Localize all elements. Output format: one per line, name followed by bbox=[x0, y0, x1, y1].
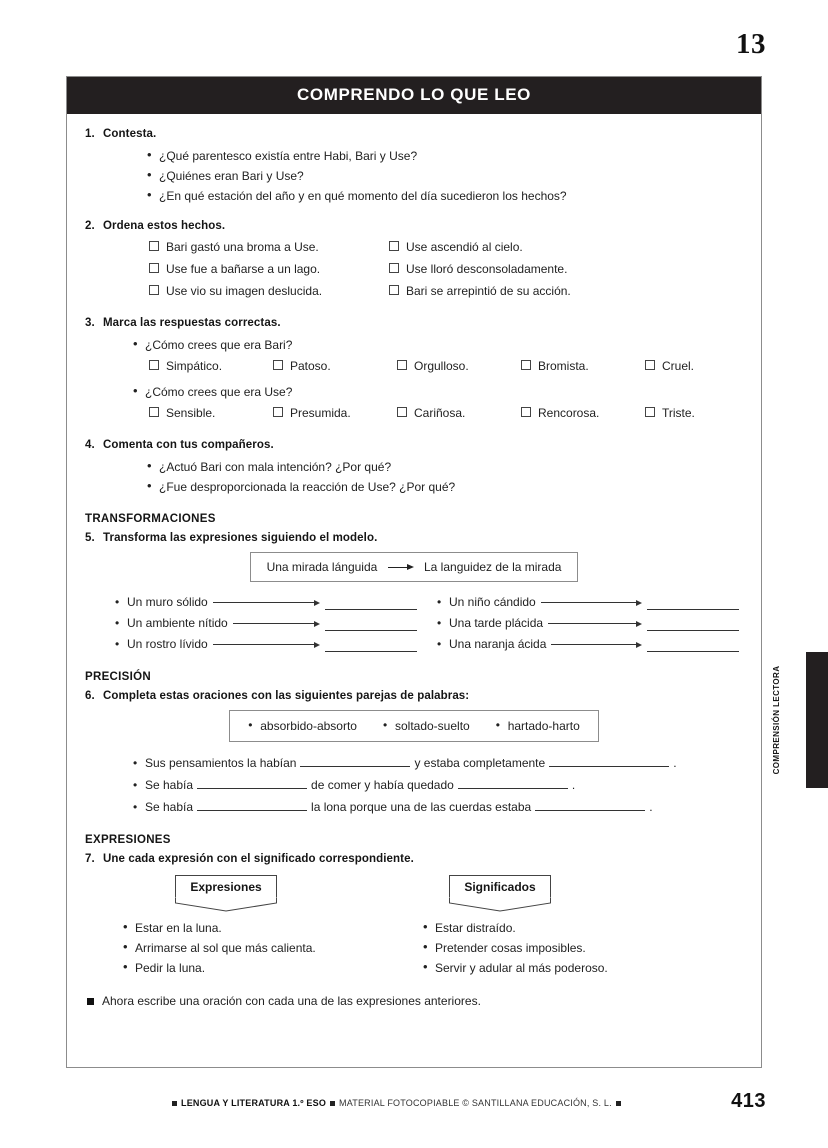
checkbox-icon[interactable] bbox=[397, 360, 407, 370]
transformation-row bbox=[435, 613, 739, 634]
exercise-6-word-bank-row bbox=[85, 710, 743, 742]
checkbox-option[interactable] bbox=[397, 404, 521, 423]
checkbox-option[interactable] bbox=[389, 238, 743, 257]
checkbox-label: Cariñosa. bbox=[414, 406, 466, 420]
checkbox-label: Triste. bbox=[662, 406, 695, 420]
list-item: • Estar en la luna. bbox=[121, 918, 421, 938]
square-bullet-icon bbox=[616, 1101, 621, 1106]
note-text: Ahora escribe una oración con cada una de las expresiones anteriores. bbox=[102, 994, 481, 1008]
list-item: • ¿En qué estación del año y en qué momento del día sucedieron los hechos? bbox=[145, 186, 743, 206]
exercise-3 bbox=[85, 317, 743, 423]
checkbox-label: Presumida. bbox=[290, 406, 351, 420]
exercise-3-heading bbox=[85, 317, 743, 329]
banner-notch-icon bbox=[175, 897, 277, 912]
checkbox-icon[interactable] bbox=[645, 360, 655, 370]
checkbox-label: Orgulloso. bbox=[414, 359, 469, 373]
transformation-label: • Un muro sólido bbox=[127, 595, 208, 609]
sentence-part: y estaba completamente bbox=[414, 756, 546, 770]
sentence-part: • Se había bbox=[145, 778, 194, 792]
checkbox-icon[interactable] bbox=[389, 285, 399, 295]
section-heading-transformaciones: TRANSFORMACIONES bbox=[85, 513, 216, 525]
list-item: • ¿Qué parentesco existía entre Habi, Bari y Use? bbox=[145, 146, 743, 166]
exercise-4-list bbox=[145, 457, 743, 497]
checkbox-label: Bromista. bbox=[538, 359, 589, 373]
checkbox-icon[interactable] bbox=[149, 407, 159, 417]
list-item: • Pedir la luna. bbox=[121, 958, 421, 978]
checkbox-icon[interactable] bbox=[389, 241, 399, 251]
exercise-7-heading bbox=[85, 853, 743, 865]
checkbox-icon[interactable] bbox=[149, 263, 159, 273]
checkbox-label: Rencorosa. bbox=[538, 406, 600, 420]
exercise-5 bbox=[85, 532, 743, 655]
word-bank-box bbox=[229, 710, 599, 742]
exercise-2-heading bbox=[85, 220, 743, 232]
exercise-4-title: Comenta con tus compañeros. bbox=[103, 439, 274, 451]
checkbox-option[interactable] bbox=[397, 357, 521, 376]
footer-credit bbox=[168, 1098, 625, 1108]
list-item: • Pretender cosas imposibles. bbox=[421, 938, 721, 958]
answer-blank[interactable] bbox=[458, 776, 568, 789]
checkbox-option[interactable] bbox=[521, 404, 645, 423]
checkbox-icon[interactable] bbox=[273, 407, 283, 417]
arrow-right-icon bbox=[551, 641, 642, 648]
exercise-6-heading bbox=[85, 690, 743, 702]
exercise-1-list bbox=[145, 146, 743, 206]
model-right-text: La languidez de la mirada bbox=[424, 560, 562, 574]
checkbox-icon[interactable] bbox=[645, 407, 655, 417]
checkbox-option[interactable] bbox=[149, 260, 389, 279]
exercise-2 bbox=[85, 220, 743, 301]
checkbox-label: Sensible. bbox=[166, 406, 216, 420]
sentence-end: . bbox=[649, 800, 653, 814]
exercise-4-heading bbox=[85, 439, 743, 451]
exercise-5-title: Transforma las expresiones siguiendo el modelo. bbox=[103, 532, 378, 544]
arrow-right-icon bbox=[541, 599, 642, 606]
model-example-box bbox=[250, 552, 579, 582]
exercise-4-number: 4. bbox=[85, 439, 95, 451]
word-bank-item: • hartado-harto bbox=[496, 719, 580, 733]
checkbox-option[interactable] bbox=[645, 357, 769, 376]
checkbox-option[interactable] bbox=[149, 282, 389, 301]
side-tab-label: COMPRENSIÓN LECTORA bbox=[772, 665, 781, 775]
list-item: • ¿Actuó Bari con mala intención? ¿Por qué? bbox=[145, 457, 743, 477]
checkbox-icon[interactable] bbox=[273, 360, 283, 370]
exercise-4 bbox=[85, 439, 743, 497]
checkbox-label: Simpático. bbox=[166, 359, 223, 373]
word-bank-item: • absorbido-absorto bbox=[248, 719, 357, 733]
answer-blank[interactable] bbox=[647, 617, 739, 631]
exercise-3-question-1 bbox=[131, 335, 743, 355]
exercise-1-heading bbox=[85, 128, 743, 140]
list-item: • Servir y adular al más poderoso. bbox=[421, 958, 721, 978]
exercise-2-number: 2. bbox=[85, 220, 95, 232]
transformation-row bbox=[113, 592, 417, 613]
worksheet-box bbox=[66, 76, 762, 1068]
fill-in-sentence bbox=[131, 774, 743, 796]
checkbox-option[interactable] bbox=[389, 260, 743, 279]
answer-blank[interactable] bbox=[535, 798, 645, 811]
transformation-row bbox=[113, 634, 417, 655]
exercise-7-note bbox=[87, 994, 743, 1008]
question-text: • ¿Cómo crees que era Bari? bbox=[131, 335, 743, 355]
checkbox-label: Bari se arrepintió de su acción. bbox=[406, 284, 571, 298]
checkbox-label: Cruel. bbox=[662, 359, 695, 373]
transformation-label: • Un rostro lívido bbox=[127, 637, 208, 651]
arrow-right-icon bbox=[213, 599, 320, 606]
side-tab-bar bbox=[806, 652, 828, 788]
exercise-7-banners bbox=[85, 875, 743, 912]
exercise-6-sentences bbox=[131, 752, 743, 818]
word-bank-item: • soltado-suelto bbox=[383, 719, 470, 733]
exercise-3-number: 3. bbox=[85, 317, 95, 329]
list-item: • Estar distraído. bbox=[421, 918, 721, 938]
list-item: • ¿Quiénes eran Bari y Use? bbox=[145, 166, 743, 186]
answer-blank[interactable] bbox=[325, 638, 417, 652]
arrow-right-icon bbox=[388, 564, 414, 571]
exercise-3-options-1 bbox=[149, 357, 743, 376]
transformation-label: • Una tarde plácida bbox=[449, 616, 544, 630]
checkbox-icon[interactable] bbox=[521, 407, 531, 417]
checkbox-option[interactable] bbox=[273, 357, 397, 376]
fill-in-sentence bbox=[131, 752, 743, 774]
sentence-part: de comer y había quedado bbox=[311, 778, 454, 792]
checkbox-icon[interactable] bbox=[397, 407, 407, 417]
significados-list bbox=[421, 918, 721, 978]
sentence-part: • Se había bbox=[145, 800, 194, 814]
checkbox-option[interactable] bbox=[521, 357, 645, 376]
exercise-3-question-2 bbox=[131, 382, 743, 402]
square-bullet-icon bbox=[87, 998, 94, 1005]
checkbox-icon[interactable] bbox=[149, 285, 159, 295]
arrow-right-icon bbox=[233, 620, 320, 627]
transformation-label: • Un ambiente nítido bbox=[127, 616, 228, 630]
footer-credit-rest: MATERIAL FOTOCOPIABLE © SANTILLANA EDUCACIÓN, S. L. bbox=[339, 1098, 612, 1108]
checkbox-option[interactable] bbox=[149, 404, 273, 423]
checkbox-option[interactable] bbox=[273, 404, 397, 423]
exercise-1-number: 1. bbox=[85, 128, 95, 140]
checkbox-label: Use ascendió al cielo. bbox=[406, 240, 523, 254]
answer-blank[interactable] bbox=[647, 638, 739, 652]
sentence-part: • Sus pensamientos la habían bbox=[145, 756, 297, 770]
answer-blank[interactable] bbox=[197, 798, 307, 811]
square-bullet-icon bbox=[172, 1101, 177, 1106]
exercise-3-title: Marca las respuestas correctas. bbox=[103, 317, 281, 329]
exercise-5-left-column bbox=[113, 592, 417, 655]
checkbox-option[interactable] bbox=[149, 357, 273, 376]
checkbox-label: Bari gastó una broma a Use. bbox=[166, 240, 319, 254]
exercise-5-columns bbox=[113, 592, 743, 655]
answer-blank[interactable] bbox=[549, 754, 669, 767]
exercise-5-heading bbox=[85, 532, 743, 544]
fill-in-sentence bbox=[131, 796, 743, 818]
checkbox-option[interactable] bbox=[149, 238, 389, 257]
exercise-2-checkbox-grid bbox=[149, 238, 743, 301]
page-number-top: 13 bbox=[736, 28, 766, 60]
exercise-5-right-column bbox=[435, 592, 739, 655]
checkbox-option[interactable] bbox=[645, 404, 769, 423]
exercise-7-title: Une cada expresión con el significado correspondiente. bbox=[103, 853, 414, 865]
exercise-2-title: Ordena estos hechos. bbox=[103, 220, 226, 232]
worksheet-title: COMPRENDO LO QUE LEO bbox=[67, 77, 761, 114]
square-bullet-icon bbox=[330, 1101, 335, 1106]
sentence-part: la lona porque una de las cuerdas estaba bbox=[311, 800, 532, 814]
answer-blank[interactable] bbox=[647, 596, 739, 610]
transformation-label: • Una naranja ácida bbox=[449, 637, 547, 651]
arrow-right-icon bbox=[548, 620, 642, 627]
checkbox-label: Use lloró desconsoladamente. bbox=[406, 262, 568, 276]
expresiones-list bbox=[121, 918, 421, 978]
transformation-row bbox=[113, 613, 417, 634]
footer-credit-bold: LENGUA Y LITERATURA 1.º ESO bbox=[181, 1098, 327, 1108]
footer-page-number: 413 bbox=[731, 1090, 766, 1112]
banner-significados bbox=[449, 875, 551, 912]
transformation-label: • Un niño cándido bbox=[449, 595, 536, 609]
checkbox-icon[interactable] bbox=[149, 241, 159, 251]
list-item: • ¿Fue desproporcionada la reacción de Use? ¿Por qué? bbox=[145, 477, 743, 497]
exercise-6 bbox=[85, 690, 743, 818]
list-item: • Arrimarse al sol que más calienta. bbox=[121, 938, 421, 958]
exercise-5-number: 5. bbox=[85, 532, 95, 544]
model-left-text: Una mirada lánguida bbox=[266, 560, 378, 574]
section-heading-expresiones: EXPRESIONES bbox=[85, 834, 171, 846]
checkbox-icon[interactable] bbox=[149, 360, 159, 370]
arrow-right-icon bbox=[213, 641, 320, 648]
checkbox-label: Patoso. bbox=[290, 359, 331, 373]
exercise-1-title: Contesta. bbox=[103, 128, 157, 140]
word-bank-list bbox=[248, 719, 580, 733]
exercise-6-title: Completa estas oraciones con las siguientes parejas de palabras: bbox=[103, 690, 470, 702]
checkbox-icon[interactable] bbox=[521, 360, 531, 370]
section-heading-precision: PRECISIÓN bbox=[85, 671, 151, 683]
checkbox-label: Use vio su imagen deslucida. bbox=[166, 284, 323, 298]
banner-label: Significados bbox=[449, 875, 551, 898]
transformation-row bbox=[435, 634, 739, 655]
checkbox-label: Use fue a bañarse a un lago. bbox=[166, 262, 321, 276]
question-text: • ¿Cómo crees que era Use? bbox=[131, 382, 743, 402]
exercise-3-options-2 bbox=[149, 404, 743, 423]
exercise-7-columns bbox=[121, 918, 743, 980]
transformation-row bbox=[435, 592, 739, 613]
sentence-end: . bbox=[673, 756, 677, 770]
banner-expresiones bbox=[175, 875, 277, 912]
exercise-7 bbox=[85, 853, 743, 1008]
answer-blank[interactable] bbox=[325, 617, 417, 631]
answer-blank[interactable] bbox=[325, 596, 417, 610]
sentence-end: . bbox=[571, 778, 576, 792]
checkbox-icon[interactable] bbox=[389, 263, 399, 273]
answer-blank[interactable] bbox=[300, 754, 410, 767]
exercise-6-number: 6. bbox=[85, 690, 95, 702]
worksheet-body bbox=[67, 114, 761, 1022]
exercise-5-model-row bbox=[85, 552, 743, 582]
exercise-7-number: 7. bbox=[85, 853, 95, 865]
checkbox-option[interactable] bbox=[389, 282, 743, 301]
banner-notch-icon bbox=[449, 897, 551, 912]
banner-label: Expresiones bbox=[175, 875, 277, 898]
answer-blank[interactable] bbox=[197, 776, 307, 789]
exercise-1 bbox=[85, 128, 743, 206]
